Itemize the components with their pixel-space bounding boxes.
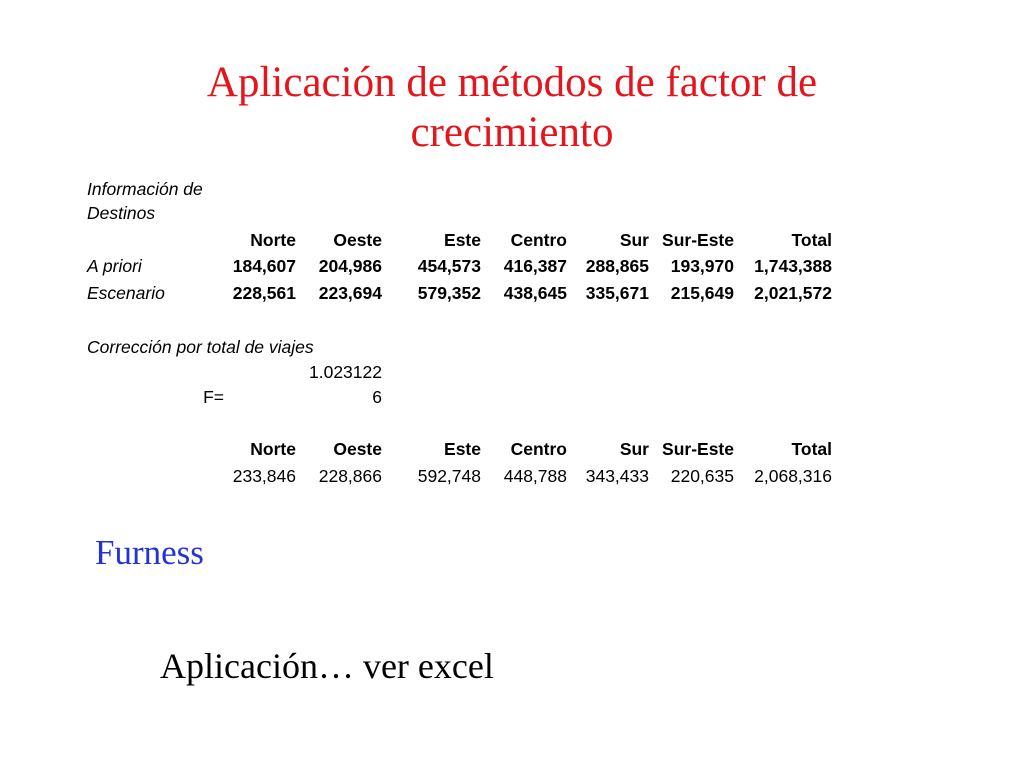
result-cell: 2,068,316 xyxy=(754,466,832,486)
table-cell: 438,645 xyxy=(503,283,567,303)
col-header-este-2: Este xyxy=(444,439,481,459)
table-cell: 416,387 xyxy=(503,256,567,276)
table-cell: 228,561 xyxy=(232,283,296,303)
col-header-sur-2: Sur xyxy=(619,439,649,459)
table-cell: 2,021,572 xyxy=(754,283,832,303)
result-cell: 448,788 xyxy=(503,466,567,486)
f-value-line2: 6 xyxy=(372,387,382,407)
col-header-este: Este xyxy=(444,230,481,250)
table-cell: 579,352 xyxy=(417,283,481,303)
result-cell: 220,635 xyxy=(670,466,734,486)
info-label-line1: Información de xyxy=(87,179,203,199)
table-cell: 204,986 xyxy=(318,256,382,276)
row-label-escenario: Escenario xyxy=(87,283,165,303)
table-cell: 288,865 xyxy=(585,256,649,276)
furness-heading: Furness xyxy=(95,533,204,572)
result-cell: 343,433 xyxy=(585,466,649,486)
f-value-line1: 1.023122 xyxy=(309,362,382,382)
col-header-norte-2: Norte xyxy=(250,439,296,459)
slide-title-line1: Aplicación de métodos de factor de xyxy=(206,59,818,106)
col-header-total: Total xyxy=(791,230,832,250)
result-cell: 233,846 xyxy=(232,466,296,486)
row-label-a-priori: A priori xyxy=(87,256,142,276)
col-header-sur: Sur xyxy=(619,230,649,250)
result-cell: 228,866 xyxy=(318,466,382,486)
table-cell: 193,970 xyxy=(670,256,734,276)
table-cell: 184,607 xyxy=(232,256,296,276)
table-cell: 454,573 xyxy=(417,256,481,276)
f-label: F= xyxy=(203,387,224,407)
col-header-sur-este-2: Sur-Este xyxy=(662,439,734,459)
col-header-centro: Centro xyxy=(510,230,567,250)
col-header-oeste: Oeste xyxy=(333,230,382,250)
info-label-line2: Destinos xyxy=(87,203,156,223)
col-header-sur-este: Sur-Este xyxy=(662,230,734,250)
col-header-oeste-2: Oeste xyxy=(333,439,382,459)
col-header-centro-2: Centro xyxy=(510,439,567,459)
slide-title-line2: crecimiento xyxy=(410,109,614,156)
table-cell: 1,743,388 xyxy=(754,256,832,276)
correction-label: Corrección por total de viajes xyxy=(87,337,314,357)
col-header-total-2: Total xyxy=(791,439,832,459)
table-cell: 215,649 xyxy=(670,283,734,303)
footer-text: Aplicación… ver excel xyxy=(160,646,494,686)
table-cell: 335,671 xyxy=(585,283,649,303)
table-cell: 223,694 xyxy=(318,283,382,303)
result-cell: 592,748 xyxy=(417,466,481,486)
col-header-norte: Norte xyxy=(250,230,296,250)
